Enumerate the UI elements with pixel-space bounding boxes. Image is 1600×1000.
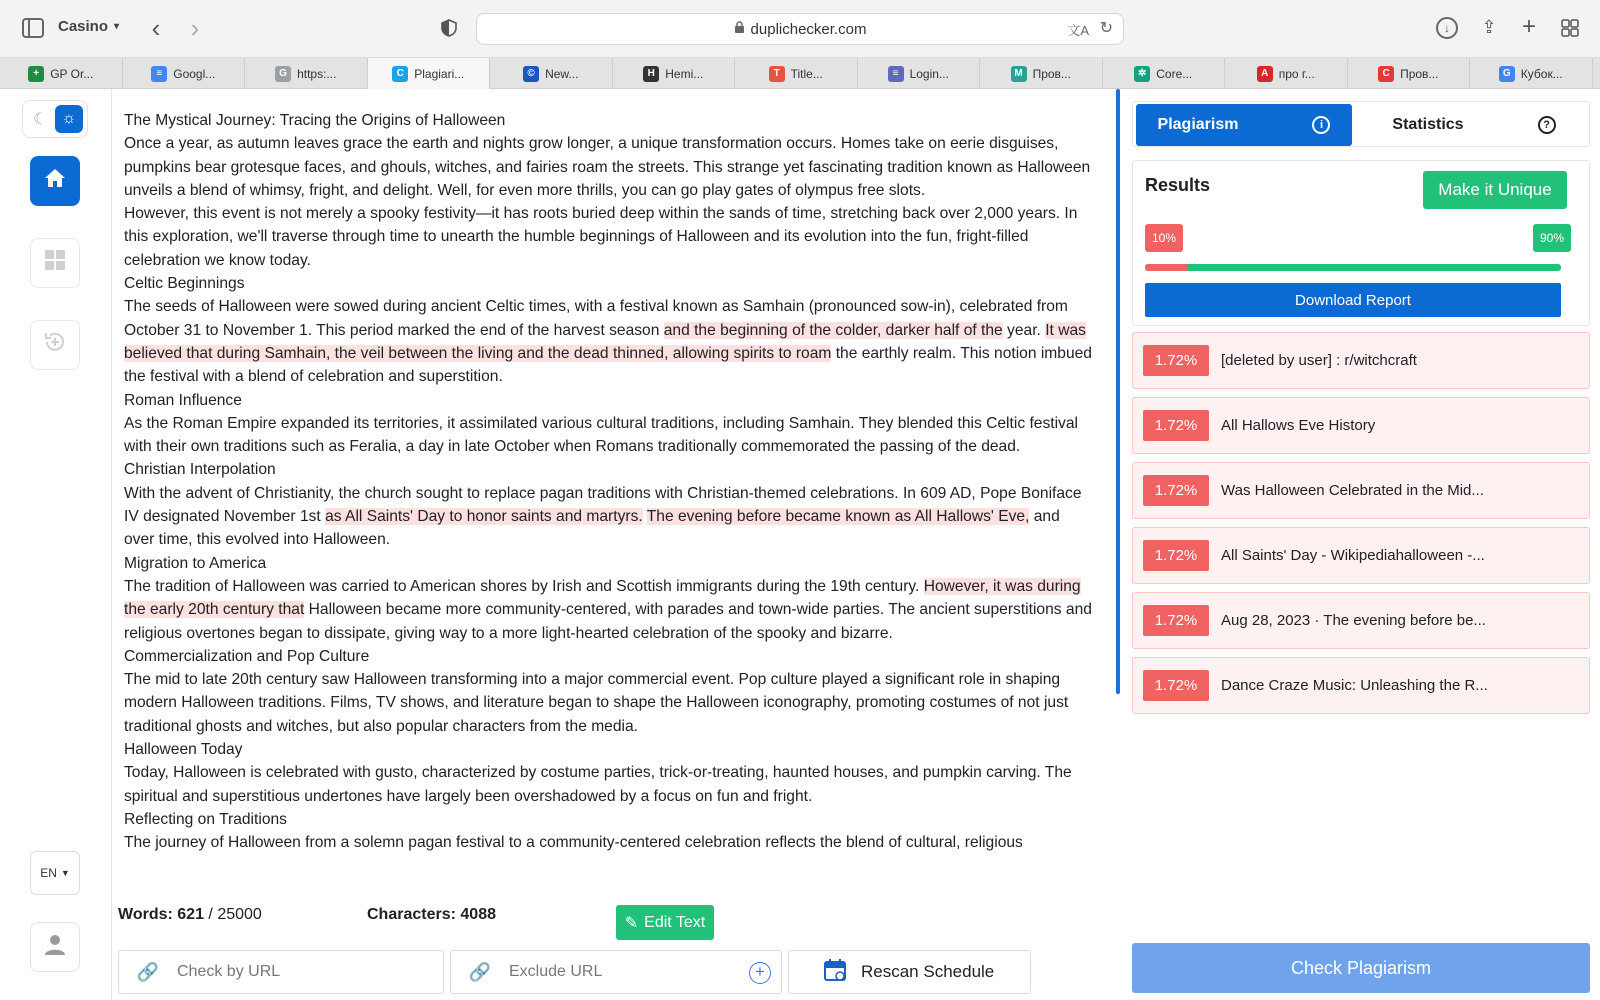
openai-icon: ✲ xyxy=(1134,66,1150,82)
rescan-schedule-label: Rescan Schedule xyxy=(861,962,995,981)
plagiarism-progress-bar xyxy=(1145,264,1561,271)
browser-tab-label: Hemi... xyxy=(665,66,704,81)
google-icon: G xyxy=(1499,66,1515,82)
browser-tab-label: New... xyxy=(545,66,579,81)
source-title: Aug 28, 2023 · The evening before be... xyxy=(1221,612,1486,629)
plagiarized-text-highlight[interactable]: and the beginning of the colder, darker half of the xyxy=(663,321,1003,339)
browser-toolbar xyxy=(0,0,1600,58)
text-segment: Once a year, as autumn leaves grace the earth and nights grow longer, a unique transformation occurs. Homes take on eerie disguises, pumpkins bear grotesque faces, and ghouls, witches, and fairies roam the streets. This strange yet fascinating tradition known as Halloween unveils a blend of whimsy, fright, and delight. Well, for even more thrills, you can go play gates of olympus free slots. xyxy=(124,135,1091,199)
editor-paragraph xyxy=(124,132,1094,202)
red-c-icon: C xyxy=(1378,66,1394,82)
words-label: Words: xyxy=(118,906,173,923)
home-button[interactable] xyxy=(30,156,80,206)
source-match-percent: 1.72% xyxy=(1143,345,1209,376)
tab-statistics-label: Statistics xyxy=(1392,116,1464,133)
profile-selector[interactable] xyxy=(58,18,119,35)
text-segment: Roman Influence xyxy=(124,391,242,409)
source-title: All Saints' Day - Wikipediahalloween -... xyxy=(1221,547,1485,564)
text-segment: Christian Interpolation xyxy=(124,461,276,479)
browser-tab[interactable] xyxy=(858,58,981,89)
text-segment: However, this event is not merely a spooky festivity—it has roots buried deep within the sands of time, stretching back over 2,000 years. In this exploration, we'll traverse through time to unearth the humble beginnings of Halloween and its evolution into the fun, fright-filled celebration we know today. xyxy=(124,205,1078,269)
chars-value: 4088 xyxy=(460,906,496,923)
check-plagiarism-button[interactable]: Check Plagiarism xyxy=(1132,943,1590,993)
editor-paragraph xyxy=(124,738,1094,761)
source-match-percent: 1.72% xyxy=(1143,670,1209,701)
chars-label: Characters: xyxy=(367,906,456,923)
source-match-percent: 1.72% xyxy=(1143,605,1209,636)
link-icon: 🔗 xyxy=(468,961,492,982)
browser-tab[interactable] xyxy=(1470,58,1593,89)
grid-icon xyxy=(44,249,66,277)
tab-strip xyxy=(0,58,1600,89)
browser-tab-label: Кубок... xyxy=(1520,66,1563,81)
left-nav xyxy=(0,89,112,1000)
add-circle-icon[interactable]: + xyxy=(749,962,771,984)
user-account-button[interactable] xyxy=(30,922,80,972)
editor-paragraph xyxy=(124,552,1094,575)
sun-icon: ☼ xyxy=(55,105,83,133)
moon-icon: ☾ xyxy=(33,111,48,128)
language-selector[interactable] xyxy=(30,851,80,895)
editor-paragraph xyxy=(124,482,1094,552)
docs-icon: ≡ xyxy=(151,66,167,82)
text-segment: Migration to America xyxy=(124,554,267,572)
caret-down-icon: ▼ xyxy=(60,868,70,878)
editor-paragraph xyxy=(124,295,1094,388)
url-text: duplichecker.com xyxy=(750,20,867,38)
generic-g-icon: G xyxy=(275,66,291,82)
tab-plagiarism-label: Plagiarism xyxy=(1157,116,1239,133)
copyright-icon: © xyxy=(523,66,539,82)
browser-tab[interactable] xyxy=(123,58,246,89)
browser-tab[interactable] xyxy=(735,58,858,89)
plagiarized-text-highlight[interactable]: as All Saints' Day to honor saints and martyrs. xyxy=(325,508,643,526)
dashboard-button[interactable] xyxy=(30,238,80,288)
results-panel xyxy=(1120,89,1600,1000)
character-count xyxy=(367,906,496,924)
info-icon[interactable]: i xyxy=(1312,116,1330,134)
rescan-schedule-button[interactable] xyxy=(788,950,1031,994)
browser-tab-label: GP Or... xyxy=(50,66,94,81)
edit-text-button[interactable] xyxy=(616,905,714,940)
tab-overview-icon[interactable] xyxy=(1560,18,1580,38)
source-item[interactable] xyxy=(1132,462,1590,519)
lock-icon xyxy=(734,21,745,38)
editor-paragraph xyxy=(124,761,1094,808)
source-title: [deleted by user] : r/witchcraft xyxy=(1221,352,1417,369)
text-segment: With the advent of Christianity, the church sought to replace pagan traditions with Christian-themed celebrations. In 609 AD, Pope Boniface IV designated November 1st xyxy=(124,484,1082,526)
back-arrow-icon[interactable]: ‹ xyxy=(151,12,161,43)
panel-tabs xyxy=(1132,101,1590,147)
text-segment: Today, Halloween is celebrated with gusto, characterized by costume parties, trick-or-treating, haunted houses, and pumpkin carving. The spiritual and superstitious undertones have largely been overshadowed by a focus on fun and fright. xyxy=(124,764,1072,805)
history-icon xyxy=(42,329,68,361)
help-question-icon[interactable]: ? xyxy=(1538,116,1556,134)
source-match-percent: 1.72% xyxy=(1143,540,1209,571)
browser-tab[interactable] xyxy=(245,58,368,89)
address-bar[interactable] xyxy=(476,13,1124,45)
results-title: Results xyxy=(1145,175,1211,195)
reload-icon[interactable]: ↻ xyxy=(1099,20,1113,37)
browser-tab-label: Googl... xyxy=(173,66,216,81)
source-match-percent: 1.72% xyxy=(1143,475,1209,506)
source-item[interactable] xyxy=(1132,592,1590,649)
browser-tab-label: Core... xyxy=(1156,66,1193,81)
browser-tab-label: Login... xyxy=(909,66,949,81)
browser-tab-label: Пров... xyxy=(1400,66,1439,81)
source-item[interactable] xyxy=(1132,657,1590,714)
plagiarism-percent-tag: 10% xyxy=(1145,224,1183,252)
editor-paragraph xyxy=(124,389,1094,412)
editor-paragraph xyxy=(124,575,1094,645)
editor-paragraph xyxy=(124,202,1094,272)
exclude-url-placeholder: Exclude URL xyxy=(509,963,603,980)
browser-tab[interactable] xyxy=(980,58,1103,89)
text-segment: Reflecting on Traditions xyxy=(124,810,287,828)
plagiarized-text-highlight[interactable]: It was believed that during Samhain, the veil between the living and the dead thinned, allowing spirits to roam xyxy=(124,321,1086,362)
exclude-url-field[interactable] xyxy=(450,950,782,994)
text-editor[interactable] xyxy=(112,89,1120,893)
editor-paragraph xyxy=(124,645,1094,668)
user-icon xyxy=(43,932,67,962)
browser-tab[interactable] xyxy=(490,58,613,89)
source-title: Dance Craze Music: Unleashing the R... xyxy=(1221,677,1488,694)
title-t-icon: T xyxy=(769,66,785,82)
language-label: EN xyxy=(40,866,57,880)
sheets-icon: + xyxy=(28,66,44,82)
download-report-button[interactable]: Download Report xyxy=(1145,283,1561,317)
check-by-url-placeholder: Check by URL xyxy=(177,963,281,980)
browser-tab[interactable] xyxy=(0,58,123,89)
browser-tab[interactable] xyxy=(1348,58,1471,89)
text-segment: The mid to late 20th century saw Halloween transforming into a major commercial event. Pop culture played a significant role in shaping modern Halloween traditions. Films, TV shows, and literature began to shape the Halloween iconography, promoting costumes of not just traditional ghosts and witches, but also popular characters from the media. xyxy=(124,671,1069,735)
text-segment: Celtic Beginnings xyxy=(124,275,245,293)
source-match-percent: 1.72% xyxy=(1143,410,1209,441)
plagiarism-progress-fill xyxy=(1145,264,1187,271)
text-segment: Halloween became more community-centered, with parades and town-wide parties. The ancient superstitions and religious overtones began to dissipate, giving way to a more light-hearted celebration of the spooky and bizarre. xyxy=(124,601,1092,642)
unique-percent-tag: 90% xyxy=(1533,224,1571,252)
source-list xyxy=(1132,332,1590,722)
browser-tab-label: про г... xyxy=(1278,66,1315,81)
browser-tab-label: https:... xyxy=(297,66,337,81)
results-card xyxy=(1132,160,1590,326)
browser-tab[interactable] xyxy=(613,58,736,89)
text-segment: year. xyxy=(1002,321,1046,339)
source-item[interactable] xyxy=(1132,332,1590,389)
text-segment: The Mystical Journey: Tracing the Origins of Halloween xyxy=(124,112,506,129)
text-segment: the earthly realm. This notion imbued the festival with a blend of celebration and superstition. xyxy=(124,344,1092,386)
text-segment: and over time, this evolved into Halloween. xyxy=(124,508,1060,549)
translate-icon[interactable]: 文A xyxy=(1067,23,1089,38)
editor-paragraph xyxy=(124,808,1094,831)
words-separator: / xyxy=(208,906,213,923)
home-icon xyxy=(44,168,66,194)
words-value: 621 xyxy=(177,906,204,923)
editor-paragraph xyxy=(124,412,1094,459)
profile-name: Casino xyxy=(58,18,109,35)
tab-statistics[interactable] xyxy=(1361,104,1587,146)
avito-icon: A xyxy=(1257,66,1273,82)
hemingway-icon: H xyxy=(643,66,659,82)
forward-arrow-icon[interactable]: › xyxy=(190,12,200,43)
theme-toggle[interactable] xyxy=(22,100,88,138)
tab-plagiarism[interactable] xyxy=(1136,104,1352,146)
browser-tab-label: Пров... xyxy=(1032,66,1071,81)
words-limit: 25000 xyxy=(217,906,262,923)
browser-tab[interactable] xyxy=(368,58,491,89)
text-segment: Commercialization and Pop Culture xyxy=(124,647,370,665)
editor-paragraph xyxy=(124,109,1094,132)
plagiarized-text-highlight[interactable]: The evening before became known as All Hallows' Eve, xyxy=(646,508,1030,526)
source-item[interactable] xyxy=(1132,527,1590,584)
editor-paragraph xyxy=(124,272,1094,295)
text-segment: Halloween Today xyxy=(124,741,243,759)
history-button[interactable] xyxy=(30,320,80,370)
link-icon: 🔗 xyxy=(136,961,160,982)
text-segment: As the Roman Empire expanded its territories, it assimilated various cultural traditions, including Samhain. They blended this Celtic festival with their own traditions such as Feralia, a day in late October when Romans traditionally commemorated the passing of the dead. xyxy=(124,414,1078,456)
download-icon[interactable]: ↓ xyxy=(1436,17,1458,39)
editor-paragraph xyxy=(124,668,1094,738)
source-title: Was Halloween Celebrated in the Mid... xyxy=(1221,482,1484,499)
edit-pencil-icon: ✎ xyxy=(624,914,639,932)
source-item[interactable] xyxy=(1132,397,1590,454)
duplichecker-icon: C xyxy=(392,66,408,82)
share-icon[interactable]: ⇪ xyxy=(1481,16,1497,37)
browser-tab[interactable] xyxy=(1225,58,1348,89)
login-icon: ≡ xyxy=(888,66,904,82)
text-segment: The seeds of Halloween were sowed during ancient Celtic times, with a festival known as Samhain (pronounced sow-in), celebrated from October 31 to November 1. This period marked the end of the harvest season xyxy=(124,298,1068,339)
chevron-down-icon: ▾ xyxy=(114,21,120,32)
shield-icon[interactable] xyxy=(440,18,458,38)
editor-paragraph xyxy=(124,458,1094,481)
edit-text-label: Edit Text xyxy=(644,913,706,931)
sidebar-toggle-icon[interactable] xyxy=(22,18,44,38)
browser-tab-label: Plagiari... xyxy=(414,66,465,81)
browser-tab-label: Title... xyxy=(790,66,823,81)
make-it-unique-button[interactable]: Make it Unique xyxy=(1423,171,1567,209)
plagiarized-text-highlight[interactable]: However, it was during the early 20th century that xyxy=(124,577,1081,619)
new-tab-plus-icon[interactable]: + xyxy=(1521,13,1536,40)
source-title: All Hallows Eve History xyxy=(1221,417,1376,434)
text-segment: The tradition of Halloween was carried to American shores by Irish and Scottish immigrants during the 19th century. xyxy=(124,577,924,595)
m-icon: M xyxy=(1011,66,1027,82)
editor-content[interactable] xyxy=(124,109,1094,893)
check-by-url-field[interactable] xyxy=(118,950,444,994)
text-segment: The journey of Halloween from a solemn pagan festival to a community-centered celebration reflects the blend of cultural, religious xyxy=(124,834,1023,852)
browser-tab[interactable] xyxy=(1103,58,1226,89)
calendar-icon xyxy=(823,958,847,987)
editor-paragraph xyxy=(124,831,1094,854)
word-count xyxy=(118,906,262,924)
